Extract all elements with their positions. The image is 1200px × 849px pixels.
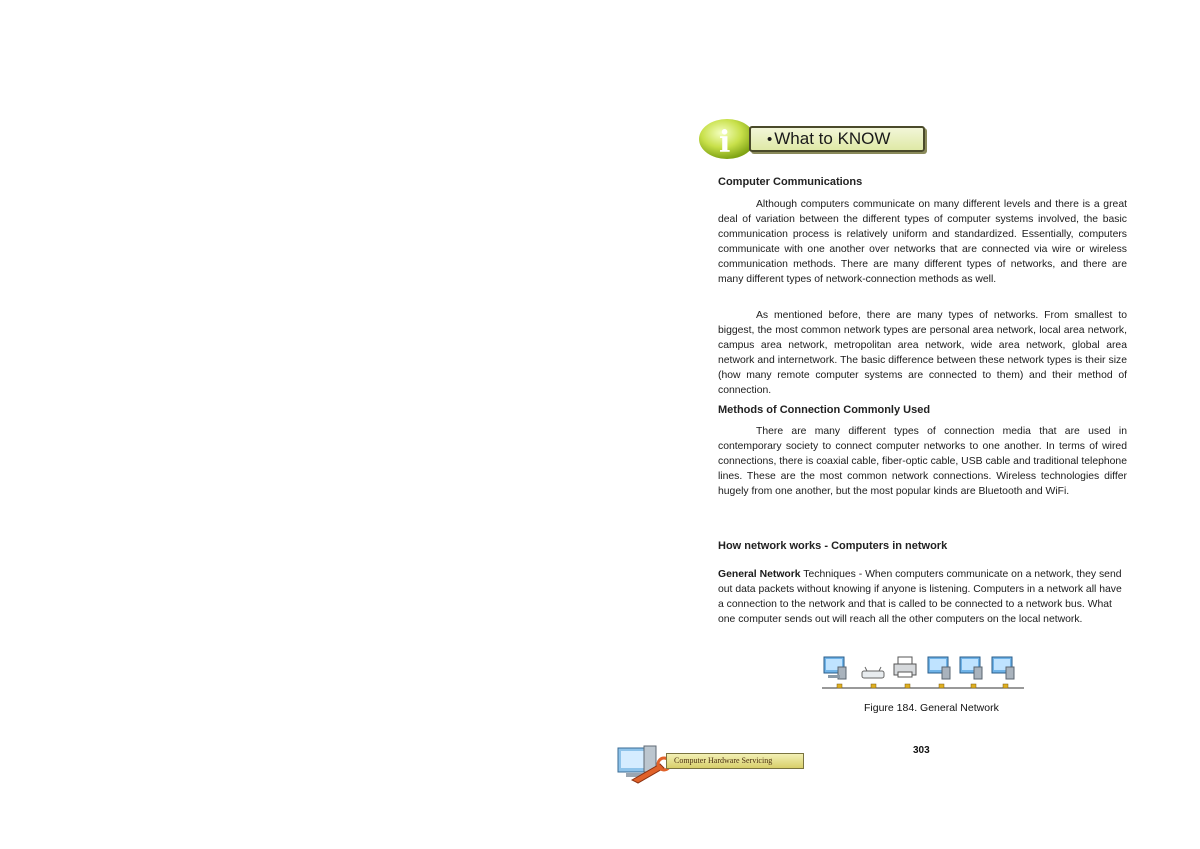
network-bus-figure	[818, 653, 1028, 693]
paragraph-2: As mentioned before, there are many types of networks. From smallest to biggest, the most common network types are personal area network, local area network, campus area network, metropolitan area network, wide area network, global area network and internetwork. The basic difference between these network types is their size (how many remote computer systems are connected to them) and their method of connection.	[718, 310, 1127, 397]
paragraph-3: There are many different types of connection media that are used in contemporary society to connect computer networks to one another. In terms of wired connections, there is coaxial cable, fiber-optic cable, USB cable and traditional telephone lines. These are the most common network connections. Wireless technologies differ hugely from one another, but the most popular kinds are Bluetooth and WiFi.	[718, 426, 1127, 498]
banner-title-text: What to KNOW	[774, 129, 891, 148]
computer-icon	[824, 657, 846, 679]
heading-methods-of-connection: Methods of Connection Commonly Used	[718, 404, 931, 416]
footer-logo	[614, 744, 806, 784]
paragraph-4-lead: General Network	[718, 569, 801, 580]
computer-icon	[960, 657, 982, 679]
router-icon	[862, 667, 884, 678]
figure-caption: Figure 184. General Network	[864, 702, 999, 714]
paragraph-4	[718, 567, 1127, 627]
heading-computer-communications: Computer Communications	[718, 176, 863, 188]
svg-text:i: i	[719, 125, 731, 160]
banner-title	[767, 126, 890, 153]
banner-bullet: •	[767, 131, 773, 148]
computer-icon	[992, 657, 1014, 679]
computer-icon	[928, 657, 950, 679]
heading-how-network-works: How network works - Computers in network	[718, 540, 948, 552]
what-to-know-banner	[697, 118, 929, 160]
bus-connectors	[837, 684, 1008, 688]
page-number: 303	[913, 745, 930, 756]
printer-icon	[894, 657, 916, 677]
footer-label: Computer Hardware Servicing	[674, 756, 773, 765]
paragraph-1: Although computers communicate on many different levels and there is a great deal of variation between the different types of computer systems involved, the basic communication process is relatively uniform and standardized. Essentially, computers communicate with one another over networks that are connected via wire or wireless communication methods. There are many different types of networks, and there are many different types of network-connection methods as well.	[718, 199, 1127, 286]
paragraph-4-rest: Techniques - When computers communicate on a network, they send out data packets without knowing if anyone is listening. Computers in a network all have a connection to the network and that is called to be connected to a network bus. What one computer sends out will reach all the other computers on the local network.	[718, 569, 1122, 626]
